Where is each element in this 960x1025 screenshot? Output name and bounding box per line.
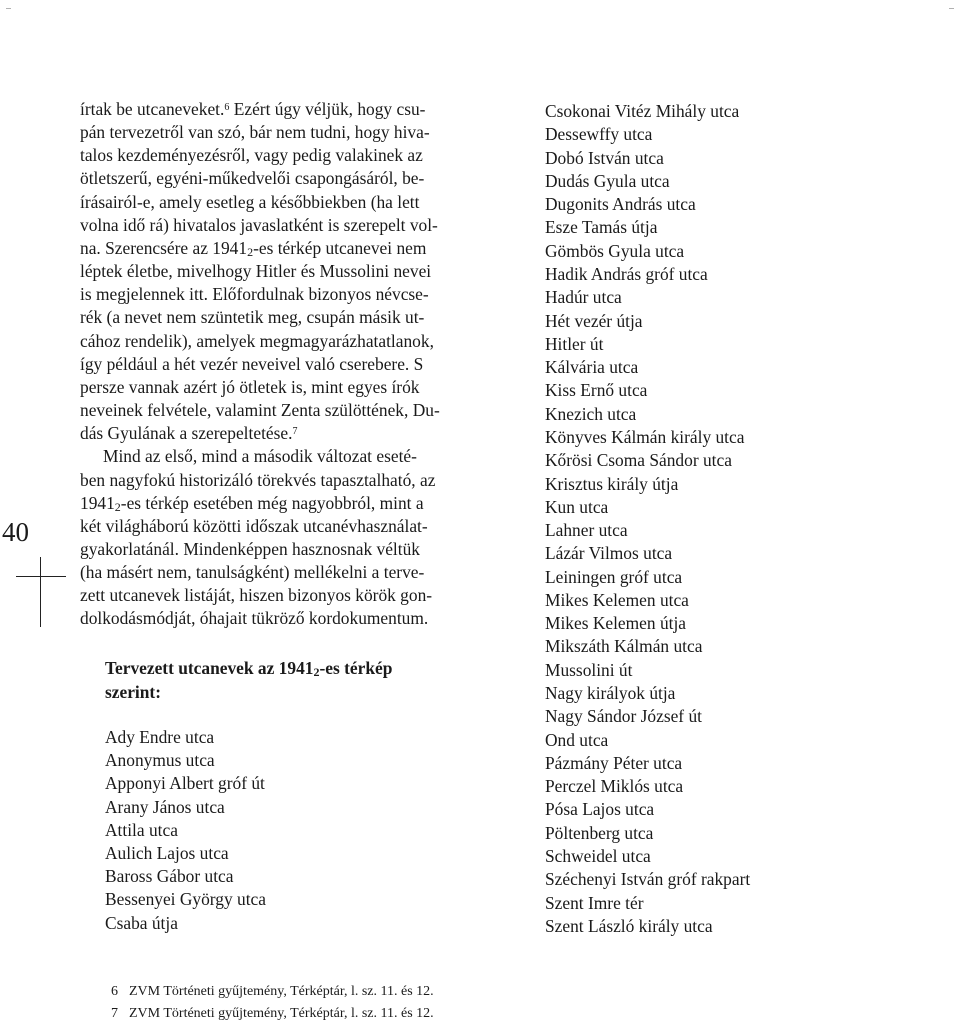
text-line: (ha másért nem, tanulságként) mellékelni a terve- [80,562,425,583]
street-name-item: Knezich utca [545,403,637,424]
street-name-item: Kőrösi Csoma Sándor utca [545,450,732,471]
crop-mark-vertical [40,557,41,627]
paragraph-1 [80,98,492,445]
street-name-item: Ady Endre utca [105,727,215,747]
street-name-item: Apponyi Albert gróf út [105,773,265,794]
footnotes [111,981,434,1025]
text-line: persze vannak azért jó ötletek is, mint egyes írók [80,376,420,397]
footnote-ref[interactable]: 6 [224,102,230,113]
text-line: talos kezdeményezésről, vagy pedig valakinek az [80,145,423,166]
page-number: 40 [2,517,29,547]
street-name-item: Hadúr utca [545,287,622,308]
street-name-item: Pázmány Péter utca [545,752,683,773]
text-line: na. Szerencsére az 1941 [80,237,248,258]
street-name-item: Esze Tamás útja [545,217,658,238]
street-name-item: Kálvária utca [545,357,639,378]
street-name-item: Nagy királyok útja [545,683,676,704]
heading-text: -es térkép [319,658,393,678]
street-name-item: Szent Imre tér [545,892,644,913]
street-name-item: Bessenyei György utca [105,889,266,910]
text-line: zett utcanevek listáját, hiszen bizonyos körök gon- [80,585,433,606]
heading-text: szerint: [105,681,162,702]
body-text-column [80,98,492,631]
street-name-item: Dobó István utca [545,147,664,168]
street-name-item: Csaba útja [105,912,178,933]
crop-corner-mark [6,8,11,12]
street-name-item: Csokonai Vitéz Mihály utca [545,101,740,121]
street-name-item: Könyves Kálmán király utca [545,426,745,447]
street-name-item: Attila utca [105,819,178,840]
street-name-item: Lázár Vilmos utca [545,543,673,564]
street-name-item: Dugonits András utca [545,194,696,215]
subscript: 2 [313,665,320,679]
street-list-left [105,726,266,935]
footnote [111,1003,434,1025]
street-name-item: Mikes Kelemen utca [545,589,689,610]
street-name-item: Dudás Gyula utca [545,170,670,191]
street-name-item: Baross Gábor utca [105,866,234,887]
street-name-item: Schweidel utca [545,846,651,866]
text-line: írásairól-e, amely esetleg a későbbiekben (ha lett [80,191,420,212]
street-name-item: Leiningen gróf utca [545,566,683,587]
street-name-item: Krisztus király útja [545,473,679,494]
street-name-item: Ond utca [545,729,609,750]
street-name-item: Hitler út [545,333,604,354]
street-name-item: Pósa Lajos utca [545,799,655,820]
crop-mark-horizontal [16,576,66,577]
heading-text: Tervezett utcanevek az 1941 [105,658,314,678]
street-name-item: Hadik András gróf utca [545,263,708,284]
street-name-item: Pöltenberg utca [545,822,654,843]
text-line: -es térkép utcanevei nem [253,237,427,258]
street-name-item: Perczel Miklós utca [545,776,684,797]
text-line: dolkodásmódját, óhajait tükröző kordokumentum. [80,608,429,629]
street-name-item: Dessewffy utca [545,124,653,145]
footnote-number: 6 [111,984,118,999]
street-name-item: Hét vezér útja [545,310,643,331]
text-line: is megjelennek itt. Előfordulnak bizonyos névcse- [80,284,429,305]
text-line: ben nagyfokú historizáló törekvés tapasztalható, az [80,469,436,490]
street-name-item: Mikszáth Kálmán utca [545,636,703,657]
street-name-item: Kun utca [545,496,609,517]
text-line: -es térkép esetében még nagyobbról, mint a [120,492,424,513]
footnote-text: ZVM Történeti gyűjtemény, Térképtár, l. sz. 11. és 12. [129,1006,434,1021]
text-line: Ezért úgy véljük, hogy csu- [229,99,426,119]
street-name-item: Lahner utca [545,520,628,541]
list-heading [105,657,392,704]
text-line: cához rendelik), amelyek megmagyarázhatatlanok, [80,330,434,351]
text-line: rék (a nevet nem szüntetik meg, csupán másik ut- [80,307,425,328]
text-line: két világháború közötti időszak utcanévhasználat- [80,515,428,536]
street-name-item: Anonymus utca [105,750,215,771]
text-line: pán tervezetről van szó, bár nem tudni, hogy hiva- [80,122,430,143]
paragraph-2 [80,445,492,630]
text-line: ötletszerű, egyéni-műkedvelői csapongásáról, be- [80,168,425,189]
street-name-item: Aulich Lajos utca [105,843,229,864]
footnote-text: ZVM Történeti gyűjtemény, Térképtár, l. sz. 11. és 12. [129,984,434,999]
footnote-ref[interactable]: 7 [292,426,298,438]
text-line: 1941 [80,492,115,513]
text-line: írtak be utcaneveket. [80,99,225,119]
street-name-item: Gömbös Gyula utca [545,240,685,261]
text-line: léptek életbe, mivelhogy Hitler és Mussolini nevei [80,261,432,282]
subscript: 2 [114,499,121,514]
text-line: neveinek felvétele, valamint Zenta szülöttének, Du- [80,400,440,421]
text-line: gyakorlatánál. Mindenképpen hasznosnak véltük [80,538,420,559]
text-line: volna idő rá) hivatalos javaslatként is szerepelt vol- [80,214,438,235]
footnote [111,981,434,1003]
street-name-item: Arany János utca [105,796,225,817]
text-line: dás Gyulának a szerepeltetése. [80,423,293,444]
crop-corner-mark [949,8,954,12]
text-line: Mind az első, mind a második változat eseté- [103,446,417,467]
street-list-right [545,100,750,938]
street-name-item: Mussolini út [545,659,633,680]
street-name-item: Nagy Sándor József út [545,706,702,727]
street-name-item: Mikes Kelemen útja [545,613,687,634]
street-name-item: Szent László király utca [545,915,713,936]
subscript: 2 [247,244,254,259]
street-name-item: Széchenyi István gróf rakpart [545,869,751,890]
footnote-number: 7 [111,1006,118,1021]
text-line: így például a hét vezér neveivel való cserebere. S [80,353,424,374]
street-name-item: Kiss Ernő utca [545,380,648,401]
